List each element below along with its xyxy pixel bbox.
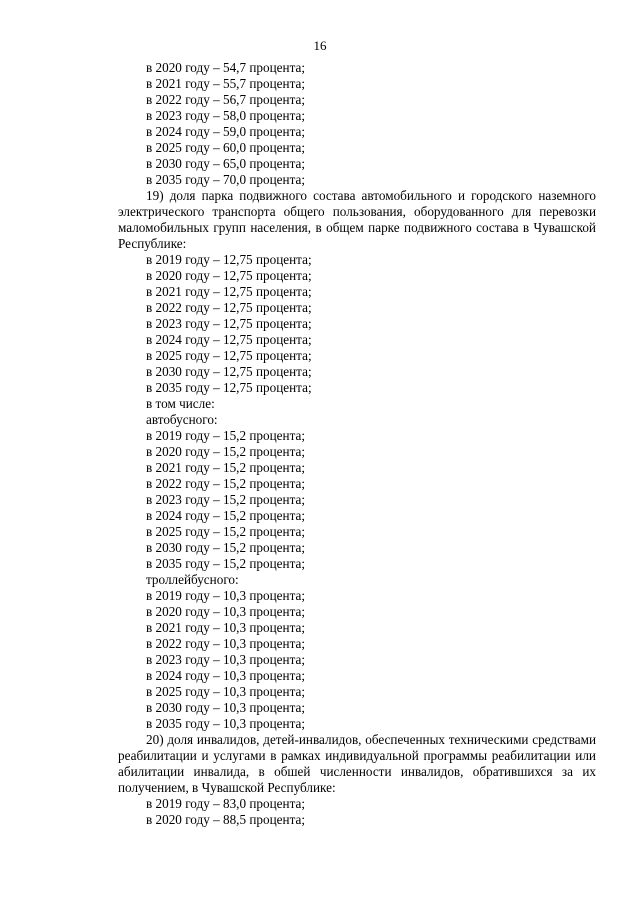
paragraph-19: 19) доля парка подвижного состава автомобильного и городского наземного электрического транспорта общего пользования, оборудованного для перевозки маломобильных групп населения, в общем парке подвижного состава в Чувашской Республике:	[118, 188, 596, 251]
value-line: в 2030 году – 12,75 процента;	[146, 364, 312, 379]
value-line: в 2030 году – 10,3 процента;	[146, 700, 306, 715]
value-line: в 2030 году – 65,0 процента;	[146, 156, 306, 171]
indicator-18-values	[118, 60, 596, 188]
value-line: в 2025 году – 10,3 процента;	[146, 684, 306, 699]
indicator-19-values	[118, 252, 596, 396]
value-line: в 2035 году – 10,3 процента;	[146, 716, 306, 731]
value-line: в 2035 году – 70,0 процента;	[146, 172, 306, 187]
value-line: в 2022 году – 12,75 процента;	[146, 300, 312, 315]
page-number: 16	[313, 38, 327, 53]
value-line: в 2023 году – 12,75 процента;	[146, 316, 312, 331]
value-line: в 2020 году – 12,75 процента;	[146, 268, 312, 283]
value-line: в 2019 году – 12,75 процента;	[146, 252, 312, 267]
value-line: в 2022 году – 10,3 процента;	[146, 636, 306, 651]
trolley-values	[118, 588, 596, 732]
value-line: в 2021 году – 55,7 процента;	[146, 76, 306, 91]
value-line: в 2023 году – 58,0 процента;	[146, 108, 306, 123]
value-line: в 2023 году – 15,2 процента;	[146, 492, 306, 507]
value-line: в 2024 году – 12,75 процента;	[146, 332, 312, 347]
value-line: в 2035 году – 15,2 процента;	[146, 556, 306, 571]
value-line: в 2030 году – 15,2 процента;	[146, 540, 306, 555]
value-line: в 2025 году – 15,2 процента;	[146, 524, 306, 539]
value-line: в 2024 году – 10,3 процента;	[146, 668, 306, 683]
bus-label: автобусного:	[146, 412, 218, 427]
trolley-label: троллейбусного:	[146, 572, 239, 587]
value-line: в 2021 году – 12,75 процента;	[146, 284, 312, 299]
document-body	[118, 60, 596, 828]
value-line: в 2019 году – 83,0 процента;	[146, 796, 306, 811]
value-line: в 2021 году – 10,3 процента;	[146, 620, 306, 635]
value-line: в 2021 году – 15,2 процента;	[146, 460, 306, 475]
value-line: в 2025 году – 12,75 процента;	[146, 348, 312, 363]
value-line: в 2035 году – 12,75 процента;	[146, 380, 312, 395]
value-line: в 2019 году – 15,2 процента;	[146, 428, 306, 443]
bus-values	[118, 428, 596, 572]
indicator-20-values	[118, 796, 596, 828]
value-line: в 2023 году – 10,3 процента;	[146, 652, 306, 667]
value-line: в 2020 году – 10,3 процента;	[146, 604, 306, 619]
value-line: в 2020 году – 88,5 процента;	[146, 812, 306, 827]
value-line: в 2019 году – 10,3 процента;	[146, 588, 306, 603]
value-line: в 2024 году – 15,2 процента;	[146, 508, 306, 523]
paragraph-20: 20) доля инвалидов, детей-инвалидов, обеспеченных техническими средствами реабилитации и услугами в рамках индивидуальной программы реабилитации или абилитации инвалида, в обшей численности инвалидов, обратившихся за их получением, в Чувашской Республике:	[118, 732, 596, 795]
value-line: в 2022 году – 15,2 процента;	[146, 476, 306, 491]
value-line: в 2020 году – 15,2 процента;	[146, 444, 306, 459]
value-line: в 2024 году – 59,0 процента;	[146, 124, 306, 139]
value-line: в 2025 году – 60,0 процента;	[146, 140, 306, 155]
value-line: в 2020 году – 54,7 процента;	[146, 60, 306, 75]
value-line: в 2022 году – 56,7 процента;	[146, 92, 306, 107]
including-label: в том числе:	[146, 396, 215, 411]
